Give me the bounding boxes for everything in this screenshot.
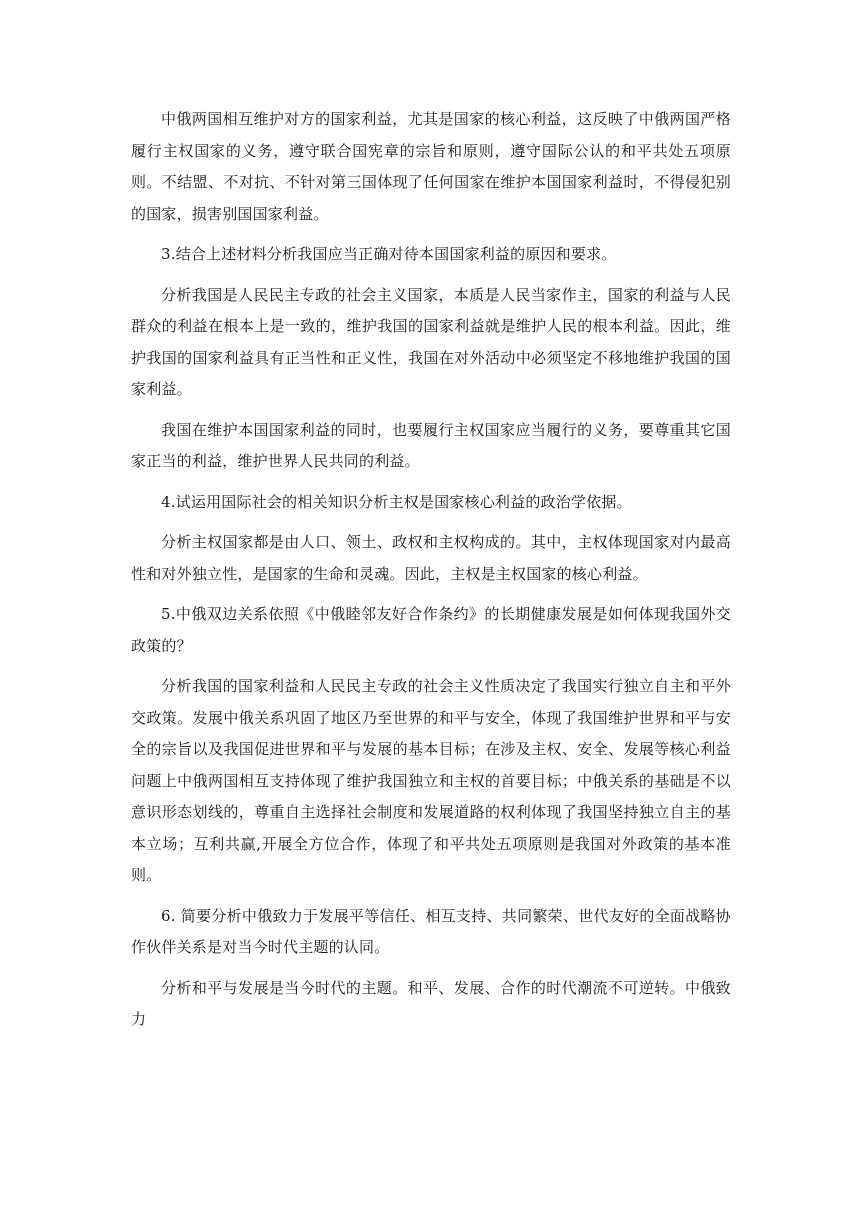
- answer-5: 分析我国的国家利益和人民民主专政的社会主义性质决定了我国实行独立自主和平外交政策。发展中俄关系巩固了地区乃至世界的和平与安全，体现了我国维护世界和平与安全的宗旨以及我国促进世界和平与发展的基本目标；在涉及主权、安全、发展等核心利益问题上中俄两国相互支持体现了维护我国独立和主权的首要目标；中俄关系的基础是不以意识形态划线的，尊重自主选择社会制度和发展道路的权利体现了我国坚持独立自主的基本立场；互利共赢,开展全方位合作，体现了和平共处五项原则是我国对外政策的基本准则。: [131, 677, 731, 884]
- answer-6: 分析和平与发展是当今时代的主题。和平、发展、合作的时代潮流不可逆转。中俄致力: [131, 978, 731, 1028]
- answer-3-part-1: 分析我国是人民民主专政的社会主义国家，本质是人民当家作主，国家的利益与人民群众的利益在根本上是一致的，维护我国的国家利益就是维护人民的根本利益。因此，维护我国的国家利益具有正当性和正义性，我国在对外活动中必须坚定不移地维护我国的国家利益。: [131, 285, 731, 398]
- question-3: 3.结合上述材料分析我国应当正确对待本国国家利益的原因和要求。: [161, 245, 617, 263]
- paragraph-mutual-interests: 中俄两国相互维护对方的国家利益，尤其是国家的核心利益，这反映了中俄两国严格履行主权国家的义务，遵守联合国宪章的宗旨和原则，遵守国际公认的和平共处五项原则。不结盟、不对抗、不针对第三国体现了任何国家在维护本国国家利益时，不得侵犯别的国家，损害别国国家利益。: [131, 110, 731, 223]
- question-4: 4.试运用国际社会的相关知识分析主权是国家核心利益的政治学依据。: [161, 492, 632, 511]
- document-body: [131, 104, 731, 1045]
- answer-4: 分析主权国家都是由人口、领土、政权和主权构成的。其中，主权体现国家对内最高性和对外独立性，是国家的生命和灵魂。因此，主权是主权国家的核心利益。: [131, 533, 731, 583]
- question-6: 6. 简要分析中俄致力于发展平等信任、相互支持、共同繁荣、世代友好的全面战略协作伙伴关系是对当今时代主题的认同。: [131, 906, 731, 956]
- answer-3-part-2: 我国在维护本国国家利益的同时，也要履行主权国家应当履行的义务，要尊重其它国家正当的利益，维护世界人民共同的利益。: [131, 420, 731, 470]
- question-5: 5.中俄双边关系依照《中俄睦邻友好合作条约》的长期健康发展是如何体现我国外交政策的？: [131, 605, 731, 655]
